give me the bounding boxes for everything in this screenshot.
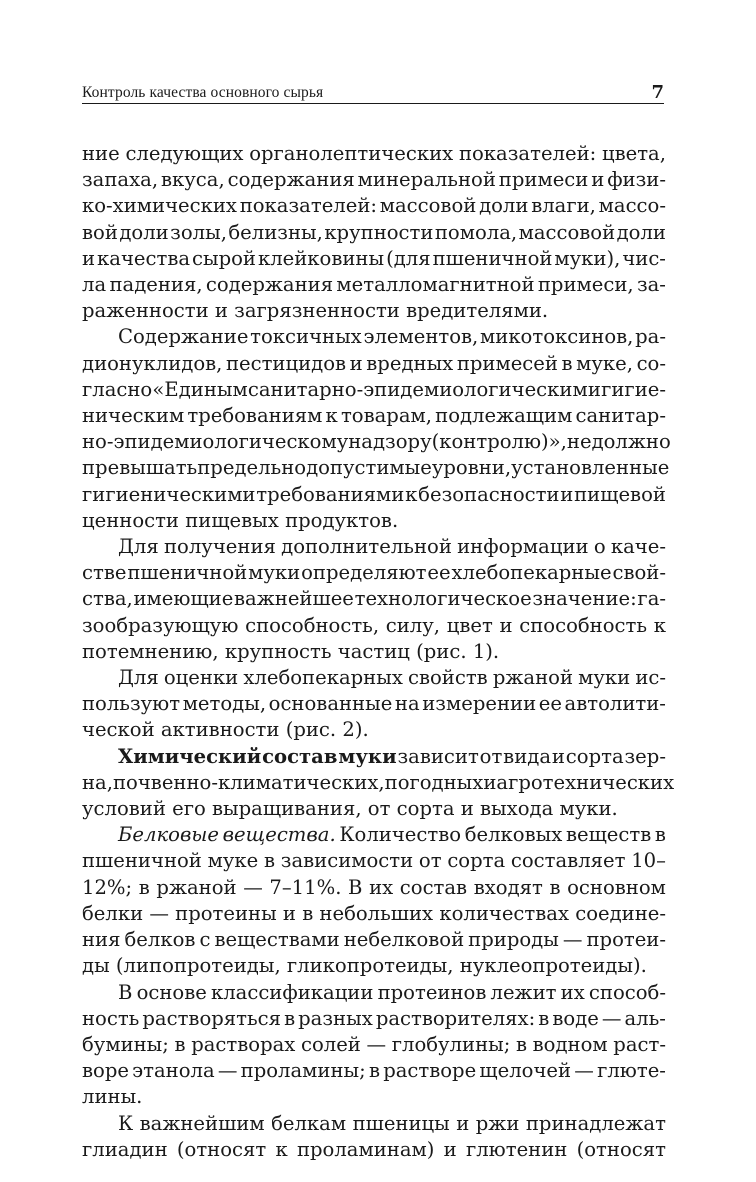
word: В (348, 875, 363, 899)
word: воде (552, 1006, 599, 1030)
text-line (82, 1006, 666, 1032)
word: гигие- (601, 377, 666, 401)
word: массовой (518, 220, 616, 244)
word: от (367, 797, 397, 821)
word: физи- (607, 168, 666, 192)
word: ническим (82, 404, 185, 428)
word: — (217, 1059, 238, 1083)
word: разных (298, 1006, 373, 1030)
word: в (174, 1032, 186, 1056)
text-line (82, 822, 666, 848)
word: получения (164, 535, 276, 559)
word: белки (82, 901, 144, 925)
word: важнейшее (234, 587, 354, 611)
word: 10– (631, 849, 666, 873)
word: золы, (170, 220, 227, 244)
word: в (284, 1006, 296, 1030)
word: щелочей (479, 1059, 572, 1083)
word: примеси, (537, 273, 634, 297)
word: требованиям (187, 404, 323, 428)
word: белизны, (228, 220, 323, 244)
bold-term: состав (262, 744, 338, 768)
word: зависит (397, 744, 479, 768)
word: крупности (324, 220, 434, 244)
text-line (82, 482, 666, 508)
word: к (405, 482, 418, 506)
word: органолептических (249, 142, 454, 165)
word: стве (82, 561, 127, 585)
word: определяют (301, 561, 427, 585)
page-number: 7 (651, 82, 664, 103)
word: количествах (439, 901, 570, 925)
word: муки. (559, 797, 618, 821)
word: муке (207, 849, 259, 873)
text-line (82, 639, 666, 665)
word: водном (532, 1032, 608, 1056)
text-line (82, 796, 666, 822)
word: (контролю)», (431, 430, 567, 454)
text-line (82, 665, 666, 691)
word: ее (538, 692, 562, 716)
word: условий (82, 797, 173, 821)
word: белков (124, 928, 196, 952)
word: агротехнических (496, 770, 675, 794)
word: Количество (339, 823, 462, 847)
bold-term: Химический (118, 744, 262, 768)
word: доли (479, 194, 529, 218)
word: примесей (456, 351, 558, 375)
text-line (82, 1032, 666, 1058)
text-line (82, 220, 666, 246)
text-line (82, 848, 666, 874)
word: пищевых (185, 508, 286, 532)
word: — (601, 1006, 622, 1030)
word: их (369, 875, 394, 899)
word: ее (427, 561, 451, 585)
word: от (418, 849, 442, 873)
word: В (118, 980, 133, 1004)
word: лины. (82, 1085, 143, 1109)
word: не (566, 430, 592, 454)
word: и (499, 613, 513, 637)
text-line (82, 534, 666, 560)
text-line (82, 560, 666, 586)
text-line (82, 1111, 666, 1137)
word: (относят (176, 1137, 267, 1161)
word: и (591, 168, 605, 192)
word: Для (118, 535, 159, 559)
word: токсичных (250, 325, 362, 349)
word: муки (578, 666, 631, 690)
text-line (82, 953, 666, 979)
word: муки), (554, 246, 621, 270)
body-text (82, 141, 675, 1163)
word: хлебопекарные (451, 561, 612, 585)
word: минеральной (357, 168, 496, 192)
text-line (82, 586, 666, 612)
word: (рис. (416, 639, 473, 663)
word: входят (473, 875, 543, 899)
word: растворяться (142, 1006, 282, 1030)
word: с (199, 928, 211, 952)
word: веществами (214, 928, 340, 952)
word: зообразующую (82, 613, 239, 637)
word: сорта (396, 797, 461, 821)
word: товарам, (340, 404, 432, 428)
word: и (214, 299, 235, 323)
word: 2). (342, 718, 369, 742)
word: — (149, 901, 169, 925)
word: их (560, 980, 585, 1004)
word: запаха, (82, 168, 159, 192)
word: доли (616, 220, 666, 244)
word: почвенно-климатических, (112, 770, 385, 794)
text-line (82, 351, 666, 377)
word: потемнению, (82, 639, 225, 663)
word: элементов, (363, 325, 479, 349)
word: показателей: (239, 194, 377, 218)
word: и (560, 482, 574, 506)
word: но-эпидемиологическому (82, 430, 349, 454)
word: ние (82, 142, 120, 165)
word: в (561, 351, 573, 375)
word: и (443, 1137, 457, 1161)
word: автолити- (564, 692, 666, 716)
word: в (515, 1032, 528, 1056)
word: силу, (385, 613, 441, 637)
word: чис- (622, 246, 666, 270)
word: влаги, (531, 194, 596, 218)
word: микотоксинов, (480, 325, 634, 349)
text-line (82, 377, 666, 403)
word: металломагнитной (336, 273, 535, 297)
text-line (82, 1137, 666, 1163)
word: ржаной (156, 875, 237, 899)
word: в (368, 1059, 380, 1083)
word: глютенин (465, 1137, 568, 1161)
word: растворах (191, 1032, 296, 1056)
word: глиадин (82, 1137, 168, 1161)
running-title: Контроль качества основного сырья (82, 84, 324, 101)
word: протеи- (586, 928, 666, 952)
word: и (483, 770, 497, 794)
text-line (82, 324, 666, 350)
word: ческой (82, 718, 161, 742)
word: методы, (182, 692, 267, 716)
word: следующих (125, 142, 244, 165)
text-line (82, 901, 666, 927)
word: 7–11%. (269, 875, 342, 899)
word: белкам (271, 1111, 347, 1135)
word: глюте- (597, 1059, 666, 1083)
bold-term: муки (338, 744, 397, 768)
text-line (82, 613, 666, 639)
word: и (82, 246, 96, 270)
word: информации (457, 535, 589, 559)
word: ность (82, 1006, 140, 1030)
word: состав (399, 875, 468, 899)
word: глобулины; (391, 1032, 511, 1056)
word: помола, (434, 220, 518, 244)
word: и (282, 901, 296, 925)
word: солей (300, 1032, 361, 1056)
word: пшеничной (82, 849, 202, 873)
word: пользуют (82, 692, 181, 716)
word: классификации (210, 980, 374, 1004)
word: — (574, 1059, 594, 1083)
word: бумины; (82, 1032, 169, 1056)
word: и (456, 1111, 470, 1135)
word: надзору (348, 430, 432, 454)
word: санитар- (575, 404, 666, 428)
word: проламины; (240, 1059, 366, 1083)
word: небелковой (343, 928, 465, 952)
word: требованиями (256, 482, 405, 506)
word: основном (567, 875, 666, 899)
word: свойств (408, 666, 488, 690)
word: содержания (227, 168, 355, 192)
word: примеси (498, 168, 589, 192)
word: его (172, 797, 213, 821)
word: клейковины (257, 246, 385, 270)
text-line (82, 455, 670, 481)
word: к (653, 613, 666, 637)
word: небольших (319, 901, 434, 925)
word: частиц (337, 639, 417, 663)
word: — (562, 928, 583, 952)
word: каче- (610, 535, 666, 559)
italic-term: вещества. (222, 823, 336, 847)
text-line (82, 403, 666, 429)
word: ния (82, 928, 121, 952)
word: природы (468, 928, 559, 952)
word: раженности (82, 299, 215, 323)
word: уровни, (431, 456, 512, 480)
word: выращивания, (212, 797, 368, 821)
word: ко-химических (82, 194, 237, 218)
word: за- (636, 273, 666, 297)
word: способность (519, 613, 647, 637)
word: к (325, 404, 338, 428)
word: и (460, 797, 481, 821)
text-line (82, 1058, 666, 1084)
word: принадлежат (525, 1111, 666, 1135)
word: способность, (245, 613, 380, 637)
word: дополнительной (281, 535, 452, 559)
word: массовой (379, 194, 477, 218)
word: погодных (384, 770, 484, 794)
word: на (394, 692, 420, 716)
text-line (82, 298, 666, 324)
word: к (275, 1137, 288, 1161)
word: и (551, 744, 565, 768)
word: протеины (175, 901, 277, 925)
running-header (82, 78, 664, 104)
word: оценки (163, 666, 239, 690)
word: «Единым (152, 377, 248, 401)
word: важнейшим (139, 1111, 265, 1135)
text-line (82, 744, 666, 770)
word: (для (386, 246, 431, 270)
text-line (82, 246, 666, 272)
word: К (118, 1111, 134, 1135)
word: допустимые (306, 456, 432, 480)
word: дионуклидов, (82, 351, 223, 375)
word: свой- (612, 561, 666, 585)
word: 12%; (82, 875, 133, 899)
word: активности (160, 718, 286, 742)
word: Для (118, 666, 159, 690)
word: со- (636, 351, 666, 375)
word: лежит (490, 980, 557, 1004)
word: должно (591, 430, 671, 454)
word: — (243, 875, 263, 899)
word: этанола (132, 1059, 215, 1083)
word: цвет (446, 613, 493, 637)
word: предельно (197, 456, 307, 480)
word: безопасности (418, 482, 560, 506)
text-line (82, 980, 666, 1006)
word: (рис. (285, 718, 343, 742)
word: пестицидов (225, 351, 347, 375)
word: и (349, 351, 363, 375)
word: соедине- (575, 901, 666, 925)
word: вида (503, 744, 552, 768)
word: муке, (576, 351, 633, 375)
word: (липопротеиды, (115, 954, 287, 978)
word: сорта (565, 744, 624, 768)
word: веществ (565, 823, 652, 847)
word: — (366, 1032, 387, 1056)
word: основе (136, 980, 207, 1004)
word: раст- (613, 1032, 666, 1056)
word: ржи (475, 1111, 520, 1135)
text-line (82, 429, 671, 455)
word: доли (119, 220, 169, 244)
word: выхода (480, 797, 560, 821)
word: подлежащим (435, 404, 573, 428)
word: пшеничной (432, 246, 553, 270)
text-line (82, 691, 666, 717)
word: пшеницы (352, 1111, 450, 1135)
word: вой (82, 220, 118, 244)
word: ды (82, 954, 116, 978)
word: пищевой (574, 482, 666, 506)
word: загрязненности (234, 299, 407, 323)
word: ценности (82, 508, 186, 532)
word: в (302, 901, 314, 925)
word: показателей: (458, 142, 597, 165)
word: гигиеническими (82, 482, 256, 506)
word: измерении (422, 692, 537, 716)
text-line (82, 717, 666, 743)
word: белковых (464, 823, 563, 847)
word: на, (82, 770, 113, 794)
word: пшеничной (127, 561, 248, 585)
text-line (82, 508, 666, 534)
word: имеющие (133, 587, 234, 611)
word: гласно (82, 377, 153, 401)
word: в (138, 875, 150, 899)
word: га- (637, 587, 666, 611)
text-line (82, 770, 675, 796)
word: вредных (366, 351, 454, 375)
word: сырой (192, 246, 256, 270)
word: в (654, 823, 666, 847)
word: превышать (82, 456, 198, 480)
word: проламинам) (296, 1137, 435, 1161)
word: в (538, 1006, 550, 1030)
word: 1). (472, 639, 500, 663)
word: ржаной (492, 666, 574, 690)
word: основанные (268, 692, 393, 716)
text-line (82, 875, 666, 901)
word: протеинов (377, 980, 487, 1004)
word: в (263, 849, 276, 873)
text-line (82, 1084, 666, 1110)
word: зависимости (280, 849, 414, 873)
text-line (82, 193, 666, 219)
word: муки (248, 561, 301, 585)
text-line (82, 141, 666, 167)
word: установленные (511, 456, 670, 480)
word: Содержание (118, 325, 249, 349)
word: ра- (635, 325, 666, 349)
word: ис- (635, 666, 666, 690)
text-line (82, 272, 666, 298)
word: нуклеопротеиды). (459, 954, 647, 978)
word: зер- (624, 744, 666, 768)
word: воре (82, 1059, 129, 1083)
word: технологическое (354, 587, 532, 611)
word: от (479, 744, 503, 768)
word: содержания (205, 273, 334, 297)
word: о (593, 535, 606, 559)
word: способ- (588, 980, 666, 1004)
word: растворителях: (375, 1006, 536, 1030)
italic-term: Белковые (118, 823, 219, 847)
word: массо- (598, 194, 666, 218)
word: и (587, 377, 601, 401)
word: вредителями. (406, 299, 549, 323)
word: вкуса, (160, 168, 225, 192)
word: крупность (224, 639, 338, 663)
word: сорта (447, 849, 506, 873)
word: (относят (576, 1137, 666, 1161)
text-line (82, 927, 666, 953)
word: составляет (510, 849, 626, 873)
word: значение: (532, 587, 637, 611)
word: ла (82, 273, 107, 297)
word: гликопротеиды, (286, 954, 460, 978)
word: падения, (109, 273, 203, 297)
word: качества (97, 246, 191, 270)
word: продуктов. (285, 508, 399, 532)
word: ства, (82, 587, 133, 611)
word: растворе (383, 1059, 477, 1083)
word: хлебопекарных (243, 666, 403, 690)
word: цвета, (601, 142, 666, 165)
word: в (549, 875, 561, 899)
word: санитарно-эпидемиологическим (247, 377, 588, 401)
text-line (82, 167, 666, 193)
word: аль- (624, 1006, 666, 1030)
